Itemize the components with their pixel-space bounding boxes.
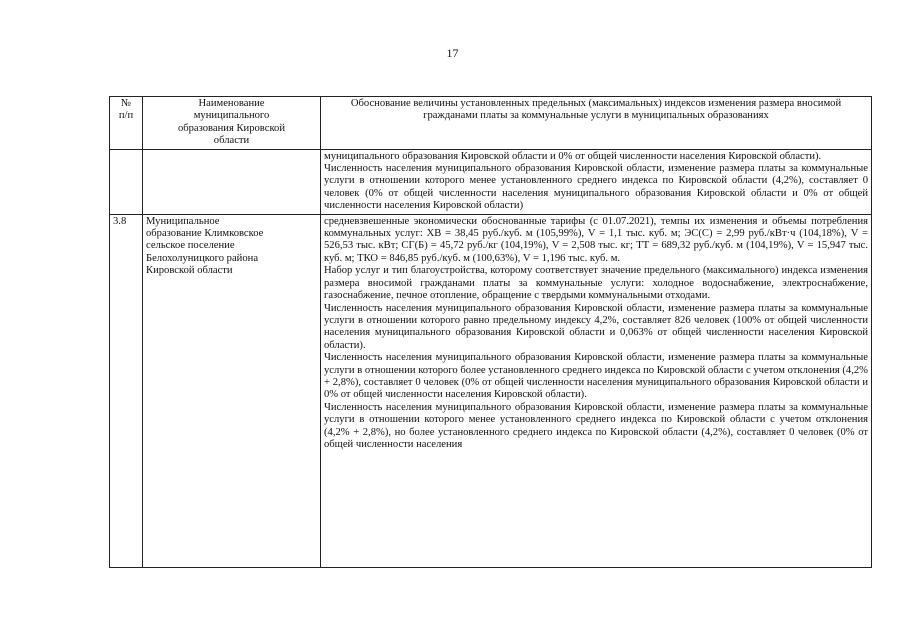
page-number: 17	[446, 46, 459, 60]
row-justification	[321, 149, 872, 214]
paragraph: Численность населения муниципального образования Кировской области, изменение размера платы за коммунальные услуги в отношении которого менее установленного среднего индекса по Кировской области с учетом отклонения (4,2% + 2,8%), но более установленного среднего индекса по Кировской области (4,2%), составляет 0 человек (0% от общей численности населения	[324, 401, 868, 450]
paragraph: Численность населения муниципального образования Кировской области, изменение размера платы за коммунальные услуги в отношении которого более установленного среднего индекса по Кировской области с учетом отклонения (4,2% + 2,8%), составляет 0 человек (0% от общей численности населения муниципального образования Кировской области и 0% от общей численности населения Кировской области).	[324, 352, 868, 401]
table-row	[110, 149, 872, 214]
header-number: № п/п	[110, 97, 143, 150]
row-number	[110, 149, 143, 214]
row-municipality-name: Муниципальное образование Климковское сельское поселение Белохолуницкого района Кировской области	[143, 214, 321, 567]
paragraph: муниципального образования Кировской области и 0% от общей численности населения Кировской области).	[324, 150, 822, 162]
paragraph: средневзвешенные экономически обоснованные тарифы (с 01.07.2021), темпы их изменения и объемы потребления коммунальных услуг: ХВ = 38,45 руб./куб. м (105,99%), V = 1,1 тыс. куб. м; ЭС(С) = 2,99 руб./кВт·ч (104,18%), V = 526,53 тыс. кВт; СГ(Б) = 45,72 руб./кг (104,19%), V = 2,508 тыс. кг; ТТ = 689,32 руб./куб. м (104,19%), V = 15,947 тыс. куб. м; ТКО = 846,85 руб./куб. м (100,63%), V = 1,196 тыс. куб. м.	[324, 215, 868, 264]
paragraph: Численность населения муниципального образования Кировской области, изменение размера платы за коммунальные услуги в отношении которого менее установленного среднего индекса по Кировской области (4,2%), составляет 0 человек (0% от общей численности населения муниципального образования Кировской области и 0% от общей численности населения Кировской области)	[324, 163, 868, 212]
justification-table	[109, 96, 872, 568]
paragraph: Численность населения муниципального образования Кировской области, изменение размера платы за коммунальные услуги в отношении которого равно предельному индексу 4,2%, составляет 826 человек (100% от общей численности населения муниципального образования Кировской области и 0,063% от общей численности населения Кировской области).	[324, 302, 868, 351]
paragraph: Набор услуг и тип благоустройства, которому соответствует значение предельного (максимального) индекса изменения размера вносимой гражданами платы за коммунальные услуги: холодное водоснабжение, электроснабжение, газоснабжение, печное отопление, обращение с твердыми коммунальными отходами.	[324, 265, 868, 302]
row-justification	[321, 214, 872, 567]
table-header-row	[110, 97, 872, 150]
table-row	[110, 214, 872, 567]
row-municipality-name	[143, 149, 321, 214]
header-justification: Обоснование величины установленных предельных (максимальных) индексов изменения размера вносимой гражданами платы за коммунальные услуги в муниципальных образованиях	[321, 97, 872, 150]
header-municipality-name: Наименование муниципального образования Кировской области	[143, 97, 321, 150]
row-number: 3.8	[110, 214, 143, 567]
